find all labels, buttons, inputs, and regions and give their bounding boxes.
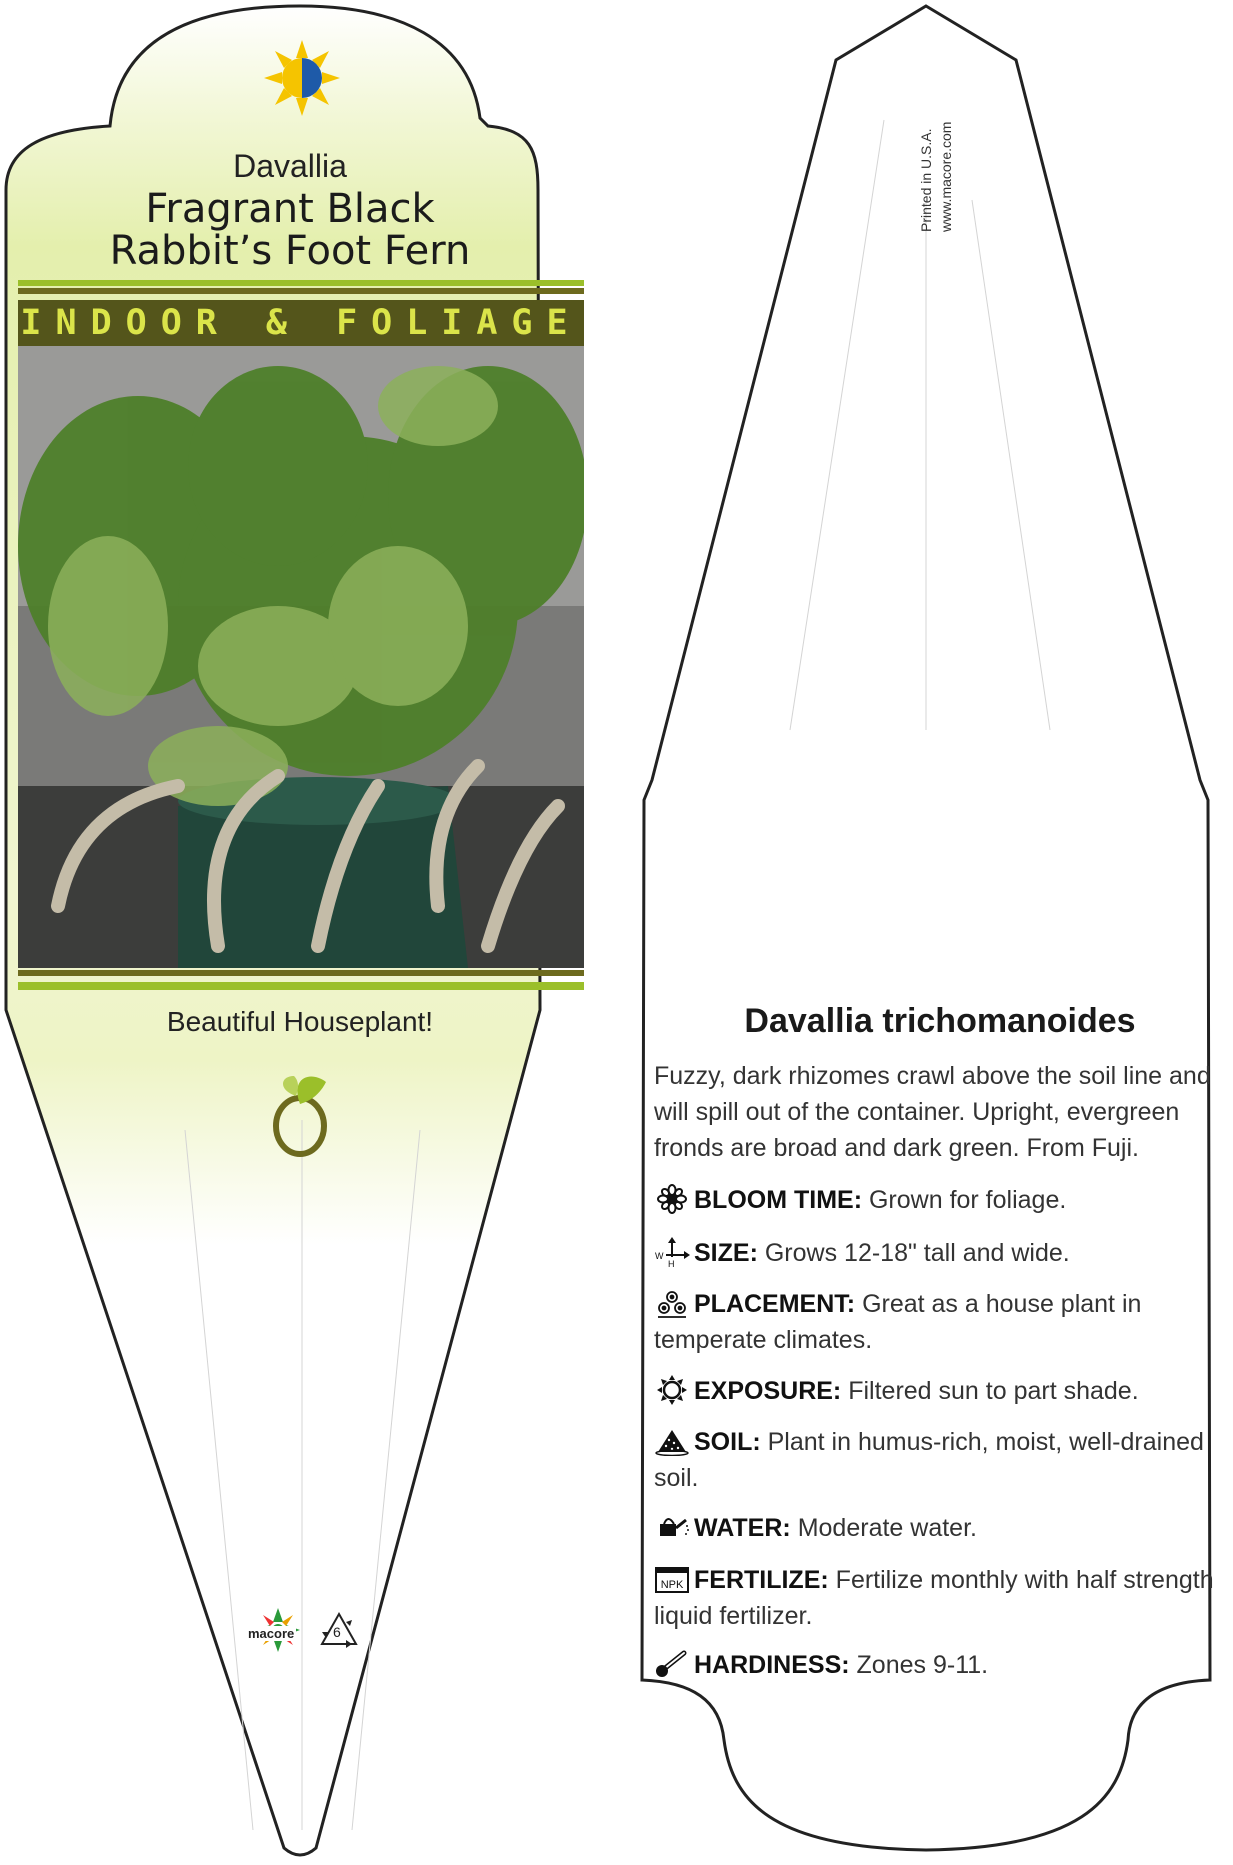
attr-soil [654,1424,1224,1496]
tagline: Beautiful Houseplant! [166,1006,434,1037]
divider-top-dark [18,288,584,294]
attr-text: Fertilize monthly with half strength liquid fertilizer. [654,1566,1214,1630]
npk-icon [654,1564,690,1594]
attr-label: EXPOSURE: [694,1377,842,1405]
attr-text: Filtered sun to part shade. [848,1377,1139,1405]
attr-text: Grows 12-18" tall and wide. [764,1239,1070,1267]
scientific-name: Davallia trichomanoides [744,1002,1136,1040]
watering-can-icon [654,1512,690,1542]
attr-exposure [654,1373,1224,1409]
sun-icon [654,1375,690,1405]
attr-water [654,1510,1224,1546]
attr-text: Grown for foliage. [868,1186,1067,1214]
attr-label: BLOOM TIME: [694,1186,863,1214]
attr-text: Great as a house plant in temperate climates. [654,1290,1142,1354]
sprout-logo-icon [270,1068,334,1158]
sun-shade-icon [262,38,342,118]
attr-label: FERTILIZE: [694,1566,829,1594]
size-h-letter: H [668,1259,675,1267]
printed-in-usa: Printed in U.S.A. [918,128,934,232]
attr-label: PLACEMENT: [694,1290,856,1318]
printer-website: www.macore.com [938,121,954,232]
flower-icon [654,1184,690,1214]
npk-text: NPK [660,1579,684,1591]
attr-label: SOIL: [694,1428,761,1456]
plant-description: Fuzzy, dark rhizomes crawl above the soil line and will spill out of the container. Upright, evergreen fronds are broad and dark green. From Fuji. [654,1062,1211,1162]
attr-label: SIZE: [694,1239,758,1267]
attr-label: WATER: [694,1514,791,1542]
recycle-code: 6 [333,1624,341,1640]
category-label: INDOOR & FOLIAGE [20,303,582,343]
attr-hardiness [654,1647,1224,1683]
attr-text: Plant in humus-rich, moist, well-drained soil. [654,1428,1204,1492]
attr-fertilize [654,1562,1224,1634]
size-w-letter: W [655,1251,664,1261]
placement-icon [654,1288,690,1318]
common-name-line1: Fragrant Black [145,186,435,232]
plant-photo [18,346,584,968]
divider-bottom-dark [18,970,584,976]
divider-bottom [18,982,584,990]
attr-label: HARDINESS: [694,1651,850,1679]
divider-top [18,280,584,286]
size-arrows-icon [654,1237,690,1267]
plant-genus: Davallia [233,148,347,184]
attr-placement [654,1286,1224,1358]
attr-bloom-time [654,1182,1224,1218]
attr-text: Moderate water. [797,1514,977,1542]
thermometer-icon [654,1649,690,1679]
attr-size [654,1235,1224,1271]
common-name-line2: Rabbit’s Foot Fern [109,228,471,274]
brand-label: macore [248,1626,295,1641]
attr-text: Zones 9-11. [856,1651,989,1679]
soil-icon [654,1426,690,1456]
